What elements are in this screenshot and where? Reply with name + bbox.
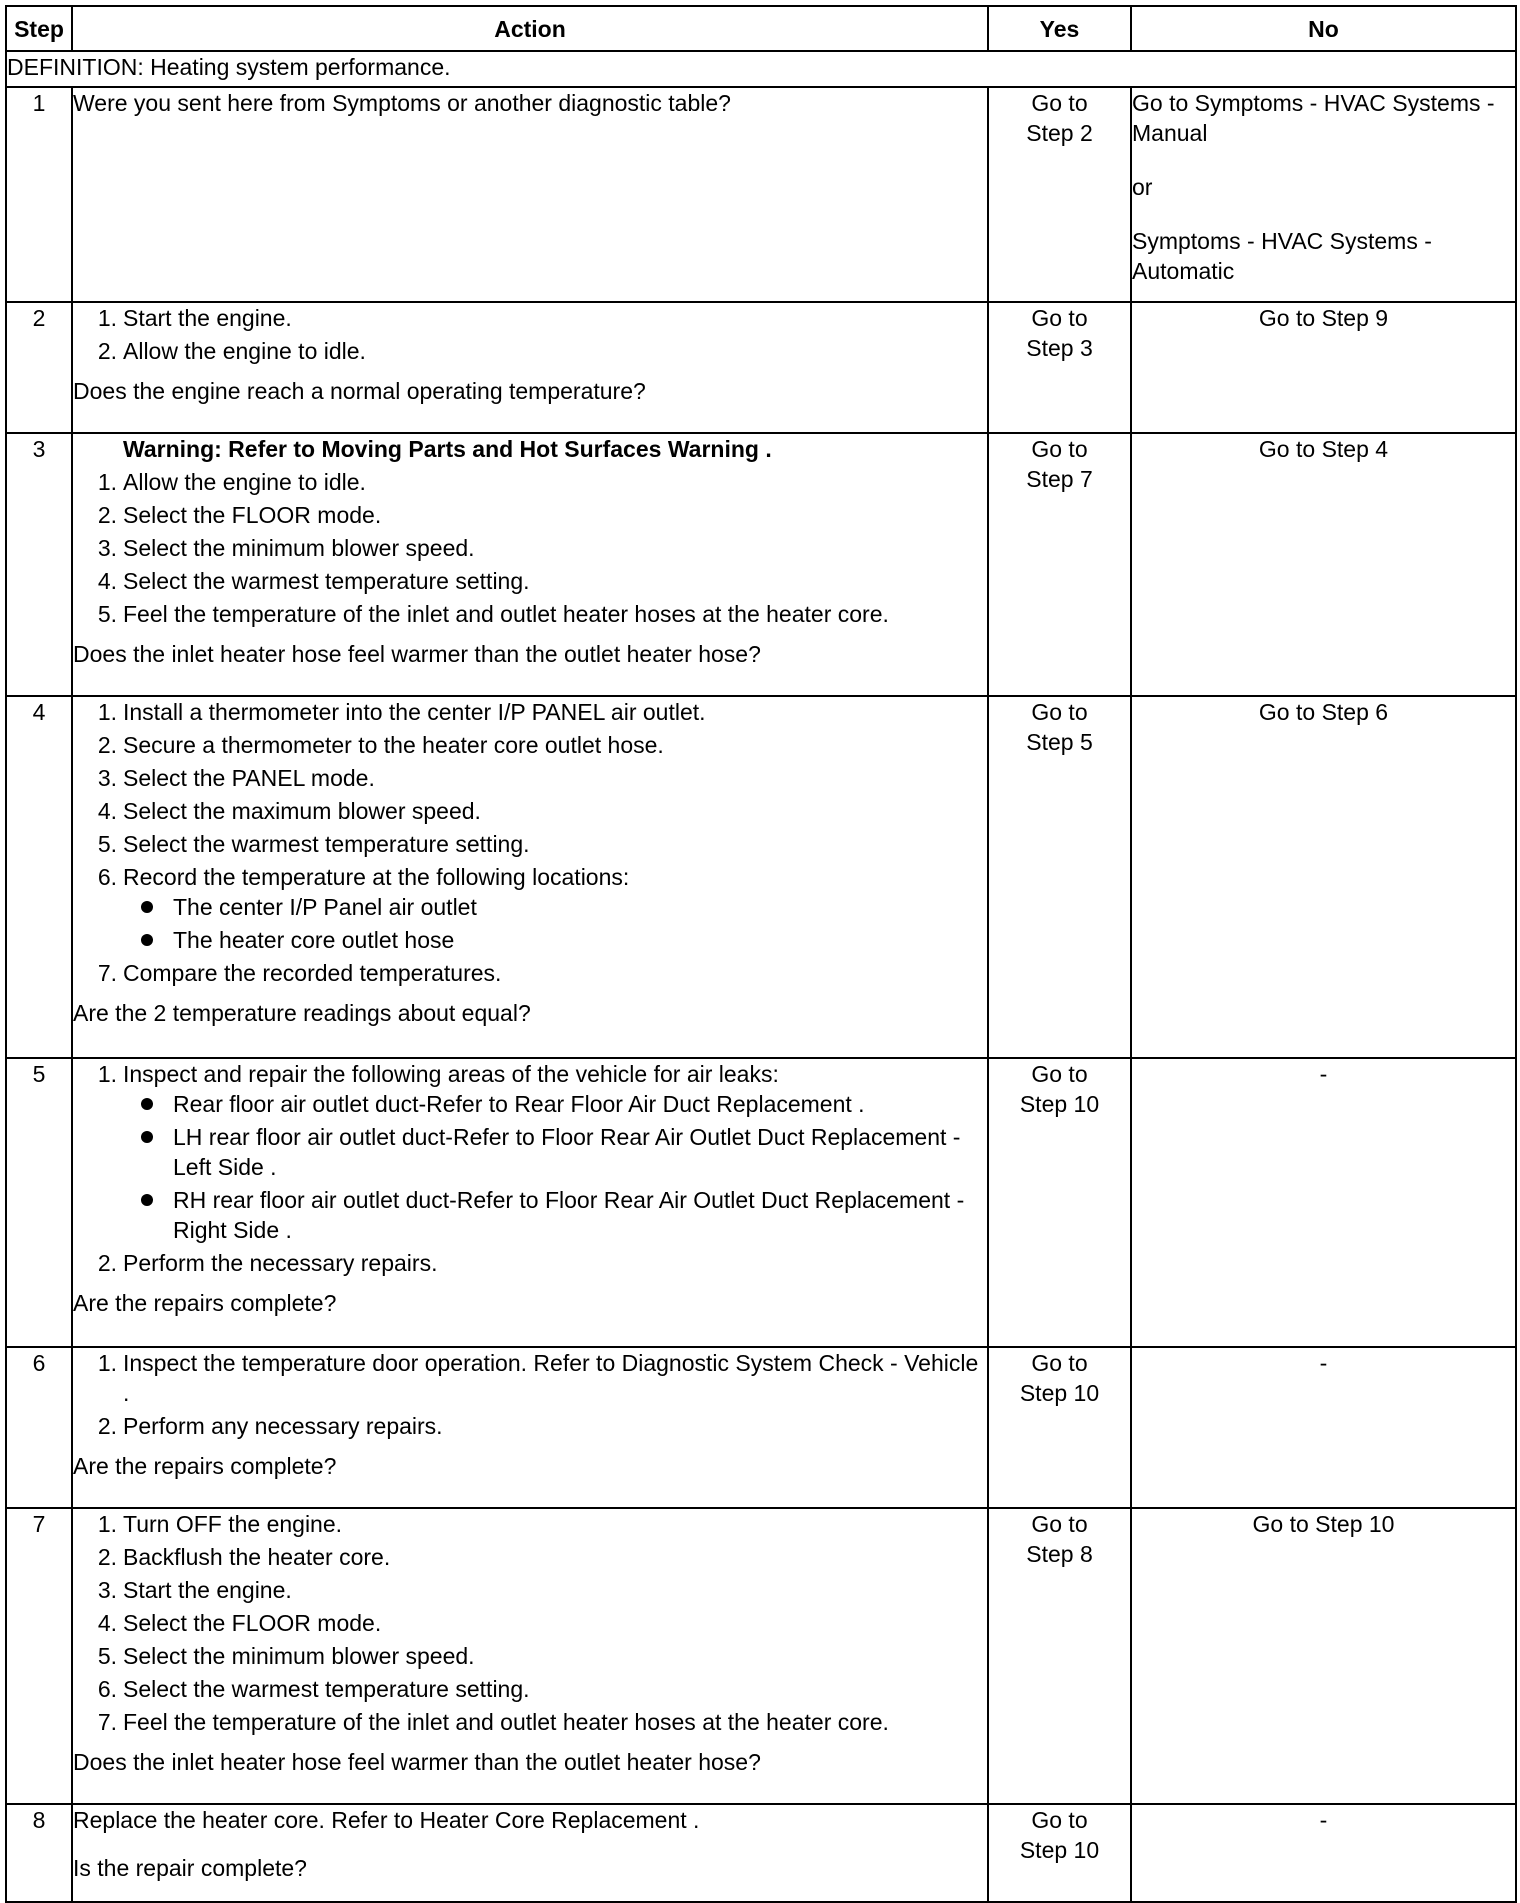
table-row: [6, 433, 1516, 696]
action-item: Select the FLOOR mode.: [123, 502, 382, 528]
action-list: [73, 303, 987, 366]
yes-step: Step 10: [1019, 1837, 1100, 1863]
definition-row: [6, 51, 1516, 87]
table-row: [6, 1058, 1516, 1347]
yes-step: Step 7: [1026, 466, 1093, 492]
step-number: 5: [6, 1058, 72, 1347]
header-row: [6, 6, 1516, 51]
yes-goto: Go to: [1031, 1350, 1088, 1376]
table-row: [6, 1804, 1516, 1902]
action-item: Select the PANEL mode.: [123, 765, 375, 791]
question-text: Are the repairs complete?: [73, 1453, 337, 1479]
action-item: Select the warmest temperature setting.: [123, 568, 530, 594]
step-number: 1: [6, 87, 72, 302]
action-item: Start the engine.: [123, 1577, 292, 1603]
no-cell: [1131, 87, 1516, 302]
action-item: Allow the engine to idle.: [123, 338, 366, 364]
yes-cell: [988, 1058, 1131, 1347]
question-text: Does the engine reach a normal operating temperature?: [73, 378, 646, 404]
no-cell: Go to Step 10: [1131, 1508, 1516, 1804]
no-link-manual: Go to Symptoms - HVAC Systems - Manual: [1132, 90, 1495, 146]
action-item: Install a thermometer into the center I/P PANEL air outlet.: [123, 699, 706, 725]
step-number: 7: [6, 1508, 72, 1804]
yes-cell: [988, 302, 1131, 433]
action-item: Select the FLOOR mode.: [123, 1610, 382, 1636]
action-item: Select the warmest temperature setting.: [123, 1676, 530, 1702]
action-list: [73, 697, 987, 988]
action-item: Perform the necessary repairs.: [123, 1250, 438, 1276]
table-row: [6, 302, 1516, 433]
yes-goto: Go to: [1031, 1807, 1088, 1833]
action-item: Inspect the temperature door operation. Refer to Diagnostic System Check - Vehicle .: [123, 1350, 979, 1406]
action-item: Allow the engine to idle.: [123, 469, 366, 495]
question-text: Does the inlet heater hose feel warmer than the outlet heater hose?: [73, 641, 761, 667]
diagnostic-table: [5, 5, 1517, 1903]
action-cell: [72, 87, 988, 302]
yes-step: Step 10: [1019, 1380, 1100, 1406]
sub-list: [123, 892, 987, 955]
no-link-automatic: Symptoms - HVAC Systems - Automatic: [1132, 228, 1432, 284]
action-cell: [72, 302, 988, 433]
warning-text: Warning: Refer to Moving Parts and Hot Surfaces Warning .: [123, 436, 772, 462]
yes-cell: [988, 1347, 1131, 1508]
action-item: Perform any necessary repairs.: [123, 1413, 443, 1439]
step-number: 4: [6, 696, 72, 1058]
yes-step: Step 3: [1026, 335, 1093, 361]
action-item-text: Record the temperature at the following locations:: [123, 864, 630, 890]
question-text: Are the repairs complete?: [73, 1290, 337, 1316]
step-number: 2: [6, 302, 72, 433]
no-cell: Go to Step 6: [1131, 696, 1516, 1058]
table-row: [6, 1347, 1516, 1508]
action-item: Select the minimum blower speed.: [123, 1643, 475, 1669]
yes-goto: Go to: [1031, 1511, 1088, 1537]
yes-goto: Go to: [1031, 1061, 1088, 1087]
action-item: [123, 1059, 987, 1245]
action-list: [73, 467, 987, 629]
sub-item: Rear floor air outlet duct-Refer to Rear Floor Air Duct Replacement .: [173, 1089, 987, 1119]
action-item: Feel the temperature of the inlet and outlet heater hoses at the heater core.: [123, 601, 889, 627]
action-cell: [72, 1508, 988, 1804]
header-step: Step: [6, 6, 72, 51]
question-text: Is the repair complete?: [73, 1855, 307, 1881]
action-item: Select the minimum blower speed.: [123, 535, 475, 561]
sub-list: [123, 1089, 987, 1245]
yes-cell: [988, 87, 1131, 302]
yes-step: Step 10: [1019, 1091, 1100, 1117]
action-list: [73, 1509, 987, 1737]
yes-cell: [988, 1804, 1131, 1902]
table-row: [6, 1508, 1516, 1804]
action-item: Compare the recorded temperatures.: [123, 960, 502, 986]
action-list: [73, 1348, 987, 1441]
action-item-text: Inspect and repair the following areas of the vehicle for air leaks:: [123, 1061, 779, 1087]
action-item: Select the maximum blower speed.: [123, 798, 481, 824]
sub-item: The heater core outlet hose: [173, 925, 987, 955]
header-action: Action: [72, 6, 988, 51]
action-item: Backflush the heater core.: [123, 1544, 391, 1570]
yes-step: Step 5: [1026, 729, 1093, 755]
yes-goto: Go to: [1031, 699, 1088, 725]
sub-item: RH rear floor air outlet duct-Refer to Floor Rear Air Outlet Duct Replacement - Right Side .: [173, 1185, 987, 1245]
step-number: 6: [6, 1347, 72, 1508]
step-number: 3: [6, 433, 72, 696]
action-item: Turn OFF the engine.: [123, 1511, 343, 1537]
no-or: or: [1132, 174, 1153, 200]
definition-text: DEFINITION: Heating system performance.: [6, 51, 1516, 87]
no-cell: -: [1131, 1347, 1516, 1508]
yes-cell: [988, 696, 1131, 1058]
action-cell: [72, 1347, 988, 1508]
question-text: Were you sent here from Symptoms or another diagnostic table?: [73, 90, 731, 116]
no-cell: -: [1131, 1058, 1516, 1347]
sub-item: LH rear floor air outlet duct-Refer to Floor Rear Air Outlet Duct Replacement - Left Side .: [173, 1122, 987, 1182]
intro-text: Replace the heater core. Refer to Heater Core Replacement .: [73, 1807, 700, 1833]
sub-item: The center I/P Panel air outlet: [173, 892, 987, 922]
question-text: Does the inlet heater hose feel warmer than the outlet heater hose?: [73, 1749, 761, 1775]
no-cell: -: [1131, 1804, 1516, 1902]
yes-goto: Go to: [1031, 436, 1088, 462]
action-item: Start the engine.: [123, 305, 292, 331]
action-cell: [72, 696, 988, 1058]
action-cell: [72, 1804, 988, 1902]
action-cell: [72, 1058, 988, 1347]
no-cell: Go to Step 4: [1131, 433, 1516, 696]
yes-cell: [988, 1508, 1131, 1804]
yes-goto: Go to: [1031, 305, 1088, 331]
action-item: Feel the temperature of the inlet and outlet heater hoses at the heater core.: [123, 1709, 889, 1735]
no-cell: Go to Step 9: [1131, 302, 1516, 433]
table-row: [6, 696, 1516, 1058]
action-cell: [72, 433, 988, 696]
action-list: [73, 1059, 987, 1278]
action-item: Secure a thermometer to the heater core outlet hose.: [123, 732, 664, 758]
action-item: [123, 862, 987, 955]
yes-step: Step 2: [1026, 120, 1093, 146]
step-number: 8: [6, 1804, 72, 1902]
yes-cell: [988, 433, 1131, 696]
yes-goto: Go to: [1031, 90, 1088, 116]
header-no: No: [1131, 6, 1516, 51]
question-text: Are the 2 temperature readings about equal?: [73, 1000, 531, 1026]
table-row: [6, 87, 1516, 302]
header-yes: Yes: [988, 6, 1131, 51]
yes-step: Step 8: [1026, 1541, 1093, 1567]
action-item: Select the warmest temperature setting.: [123, 831, 530, 857]
